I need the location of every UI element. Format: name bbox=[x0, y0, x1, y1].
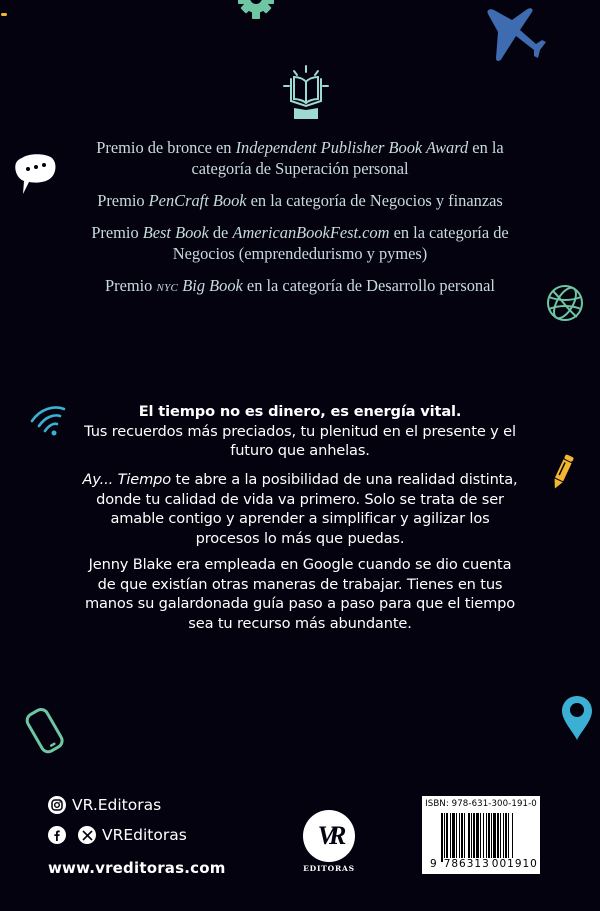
instagram-icon bbox=[48, 796, 66, 814]
speech-bubble-icon bbox=[12, 152, 58, 198]
award-independent-publisher: Premio de bronce en Independent Publisher Book Award en la categoría de Superación personal bbox=[96, 138, 504, 178]
globe-icon bbox=[545, 283, 585, 323]
barcode-bars bbox=[441, 813, 533, 862]
award-nyc-big-book: Premio NYC Big Book en la categoría de Desarrollo personal bbox=[105, 276, 495, 295]
website-link[interactable]: www.vreditoras.com bbox=[48, 859, 226, 877]
publisher-logo bbox=[303, 810, 355, 862]
x-twitter-icon[interactable] bbox=[78, 826, 96, 844]
awards-list bbox=[90, 137, 510, 310]
yellow-dash-decoration bbox=[1, 13, 7, 16]
instagram-link[interactable] bbox=[48, 796, 161, 814]
blurb-headline: El tiempo no es dinero, es energía vital. bbox=[138, 403, 462, 420]
publisher-logo-text: EDITORAS bbox=[303, 864, 355, 873]
book-title: Ay... Tiempo bbox=[82, 471, 172, 488]
gear-icon bbox=[238, 0, 274, 22]
facebook-icon[interactable] bbox=[48, 826, 66, 844]
blurb-paragraph-2: Ay... Tiempo te abre a la posibilidad de una realidad distinta, donde tu calidad de vida va primero. Solo se trata de ser amable contigo y aprender a simplificar y agilizar los procesos lo más que puedas. bbox=[82, 471, 518, 547]
map-pin-icon bbox=[561, 695, 593, 741]
smartphone-icon bbox=[24, 706, 68, 756]
barcode-digits: 9 786313 001910 bbox=[430, 858, 538, 870]
isbn-label: ISBN: 978-631-300-191-0 bbox=[425, 799, 537, 809]
facebook-x-handle: VREditoras bbox=[102, 826, 187, 844]
isbn-barcode bbox=[422, 796, 540, 874]
instagram-handle: VR.Editoras bbox=[72, 796, 162, 814]
facebook-x-links bbox=[48, 826, 187, 844]
pencil-icon bbox=[549, 452, 575, 492]
open-book-icon bbox=[278, 62, 334, 120]
blurb-paragraph-1: El tiempo no es dinero, es energía vital. Tus recuerdos más preciados, tu plenitud en el presente y el futuro que anhelas. bbox=[84, 403, 516, 459]
airplane-icon bbox=[484, 6, 550, 64]
award-pencraft: Premio PenCraft Book en la categoría de Negocios y finanzas bbox=[97, 191, 503, 210]
wifi-icon bbox=[28, 403, 68, 437]
blurb-paragraph-3: Jenny Blake era empleada en Google cuando se dio cuenta de que existían otras maneras de trabajar. Tienes en tus manos su galardonada guía paso a paso para que el tiempo sea tu recurso más abundante. bbox=[84, 556, 516, 632]
logo-mark: VR bbox=[317, 821, 341, 850]
award-best-book: Premio Best Book de AmericanBookFest.com en la categoría de Negocios (emprendedurismo y pymes) bbox=[91, 223, 509, 263]
